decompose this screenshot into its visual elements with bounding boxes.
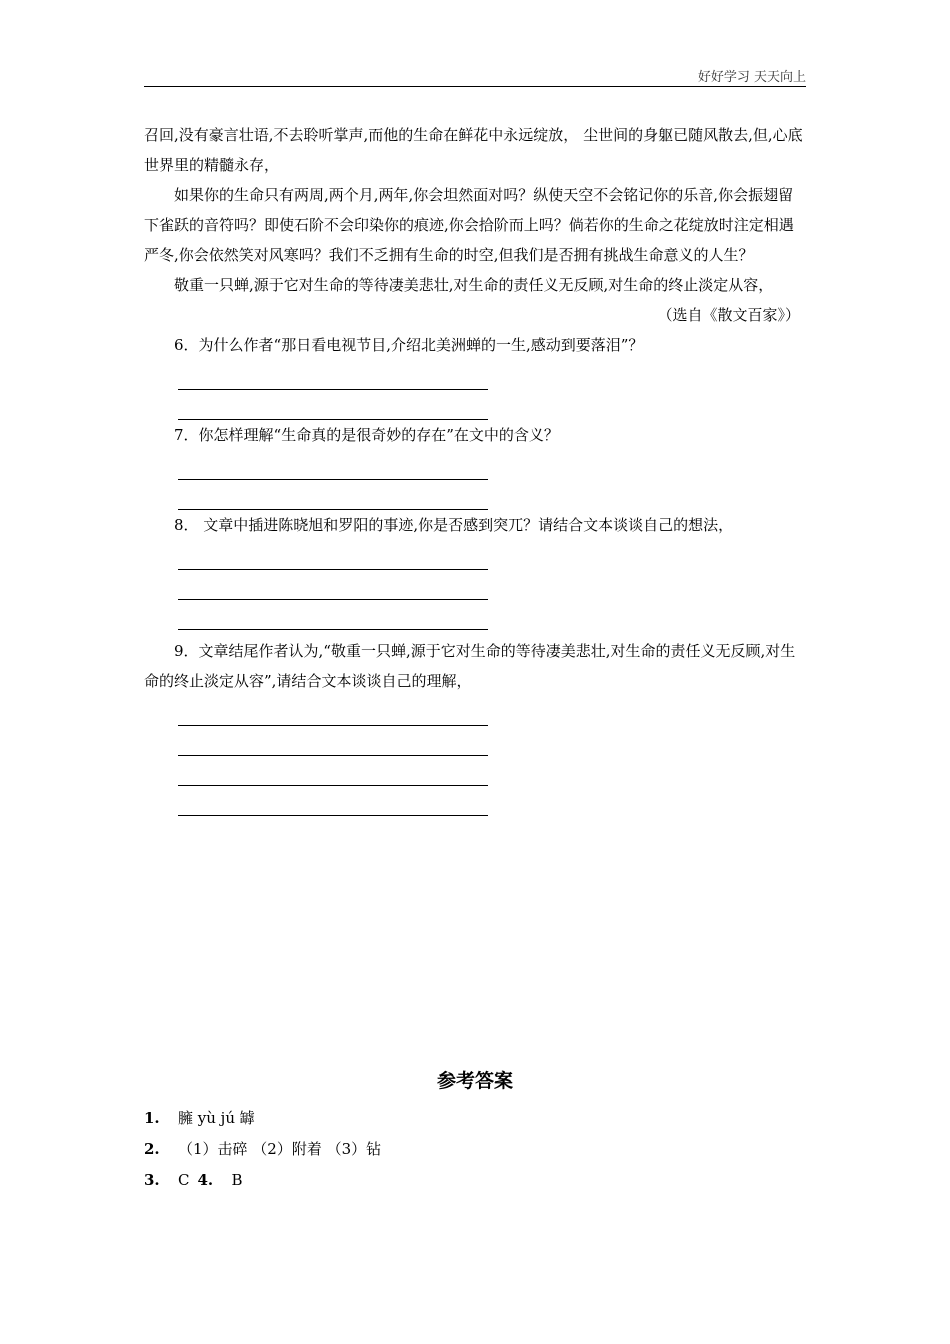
answer-line[interactable]: [178, 600, 488, 630]
question-9: 9．文章结尾作者认为,“敬重一只蝉,源于它对生命的等待凄美悲壮,对生命的责任义无反顾,对生命的终止淡定从容”,请结合文本谈谈自己的理解，: [144, 642, 796, 690]
answer-lines-8: [178, 540, 806, 630]
answer-number: 1.: [144, 1109, 160, 1127]
answer-number: 3.: [144, 1171, 160, 1189]
answer-text: C: [178, 1171, 190, 1189]
answer-line[interactable]: [178, 480, 488, 510]
answer-1: [144, 1103, 806, 1134]
answer-number: 2.: [144, 1140, 160, 1158]
passage-source: （选自《散文百家》）: [657, 306, 800, 324]
answer-key: [144, 1066, 806, 1196]
answer-key-title: 参考答案: [436, 1070, 513, 1092]
question-6: 6．为什么作者“那日看电视节目,介绍北美洲蝉的一生,感动到要落泪”？: [174, 336, 644, 354]
answer-2: [144, 1134, 806, 1165]
page-header: [144, 64, 806, 87]
answer-3-4: [144, 1165, 806, 1196]
answer-lines-6: [178, 360, 806, 420]
answer-text: B: [231, 1171, 243, 1189]
answer-text: 臃 yù jú 罅: [178, 1109, 255, 1127]
answer-text: （1）击碎 （2）附着 （3）钻: [178, 1140, 382, 1158]
answer-lines-9: [178, 696, 806, 816]
answer-line[interactable]: [178, 696, 488, 726]
answer-lines-7: [178, 450, 806, 510]
header-motto: 好好学习 天天向上: [697, 70, 806, 85]
answer-line[interactable]: [178, 450, 488, 480]
passage-paragraph-2: 如果你的生命只有两周,两个月,两年,你会坦然面对吗？纵使天空不会铭记你的乐音,你会振翅留下雀跃的音符吗？即使石阶不会印染你的痕迹,你会拾阶而上吗？倘若你的生命之花绽放时注定相遇严冬,你会依然笑对风寒吗？我们不乏拥有生命的时空,但我们是否拥有挑战生命意义的人生？: [144, 186, 794, 264]
answer-line[interactable]: [178, 570, 488, 600]
answer-line[interactable]: [178, 540, 488, 570]
question-8: 8． 文章中插进陈晓旭和罗阳的事迹,你是否感到突兀？请结合文本谈谈自己的想法，: [174, 516, 734, 534]
question-7: 7．你怎样理解“生命真的是很奇妙的存在”在文中的含义？: [174, 426, 559, 444]
passage-paragraph-3: 敬重一只蝉,源于它对生命的等待凄美悲壮,对生命的责任义无反顾,对生命的终止淡定从容，: [174, 276, 774, 294]
answer-line[interactable]: [178, 726, 488, 756]
answer-line[interactable]: [178, 786, 488, 816]
answer-line[interactable]: [178, 360, 488, 390]
passage-paragraph-1: 召回,没有豪言壮语,不去聆听掌声,而他的生命在鲜花中永远绽放， 尘世间的身躯已随风散去,但,心底世界里的精髓永存，: [144, 126, 803, 174]
answer-line[interactable]: [178, 756, 488, 786]
answer-line[interactable]: [178, 390, 488, 420]
passage-content: [144, 120, 806, 816]
answer-number: 4.: [197, 1171, 214, 1189]
